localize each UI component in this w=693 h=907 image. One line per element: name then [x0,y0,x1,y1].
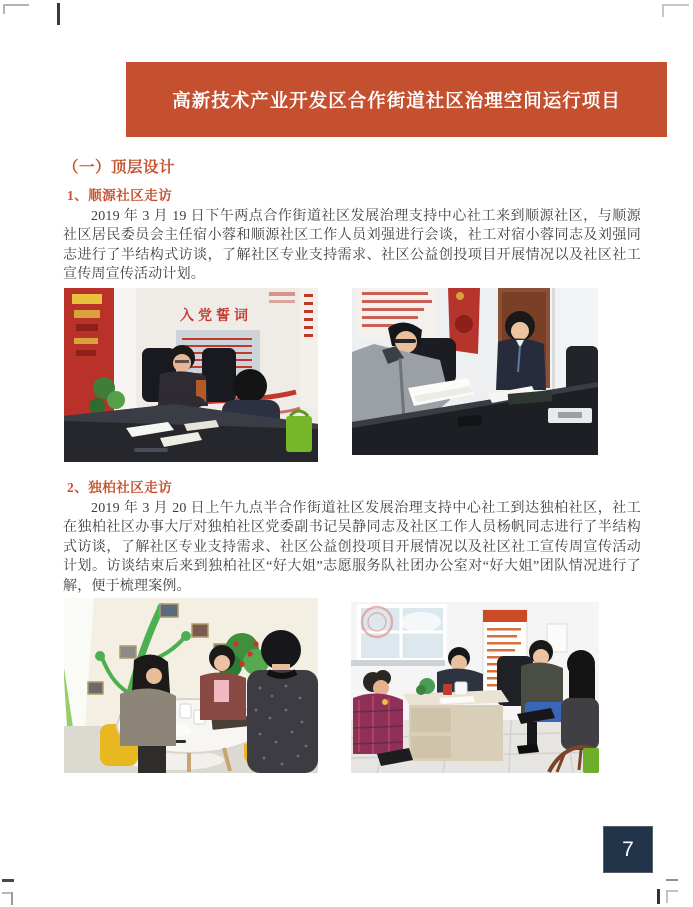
photo-dubai-interview-2 [351,602,599,773]
subsection-heading-dubai: 2、独柏社区走访 [67,480,173,495]
subsection-heading-shunyuan: 1、顺源社区走访 [67,188,173,203]
paragraph-shunyuan: 2019 年 3 月 19 日下午两点合作街道社区发展治理支持中心社工来到顺源社区，与顺源社区居民委员会主任宿小蓉和顺源社区工作人员刘强进行会谈，社工对宿小蓉同志及刘强同志进行了半结构式访谈，了解社区专业支持需求、社区公益创投项目开展情况以及社区社工宣传周宣传活动计划。 [63,209,641,283]
crop-mark-bottom-right-v [666,890,668,903]
section-heading: （一）顶层设计 [63,159,176,176]
photo-shunyuan-2-graphic [352,288,598,455]
page-number: 7 [622,837,634,861]
photo-dubai-2-graphic [351,602,599,773]
photo1-wall-text: 入党誓词 [180,309,252,324]
photo-shunyuan-interview-1 [64,288,318,462]
page-number-badge [603,826,653,873]
crop-mark-top-left-h [3,4,29,6]
photo-shunyuan-1-graphic [64,288,318,462]
photo-dubai-1-graphic [64,598,318,773]
crop-mark-top-right-h [662,4,689,6]
title-banner [126,62,667,137]
crop-mark-top-left-v [3,4,5,14]
photo-shunyuan-interview-2 [352,288,598,455]
crop-mark-bottom-right-tick [657,889,660,904]
photo-dubai-interview-1 [64,598,318,773]
crop-mark-top-right-v [662,4,664,17]
crop-mark-bottom-right-dash [666,879,678,881]
crop-mark-bottom-left-dash [2,879,14,882]
crop-mark-top-left-tick [57,3,60,25]
paragraph-dubai: 2019 年 3 月 20 日上午九点半合作街道社区发展治理支持中心社工到达独柏社区，社工在独柏社区办事大厅对独柏社区党委副书记吴静同志及社区工作人员杨帆同志进行了半结构式访谈，了解社区专业支持需求、社区公益创投项目开展情况以及社区社工宣传周宣传活动计划。访谈结束后来到独柏社区“好大姐”志愿服务队社团办公室对“好大姐”团队情况进行了解，便于梳理案例。 [63,501,641,594]
project-title: 高新技术产业开发区合作街道社区治理空间运行项目 [172,91,621,112]
crop-mark-bottom-left-v [11,892,13,905]
